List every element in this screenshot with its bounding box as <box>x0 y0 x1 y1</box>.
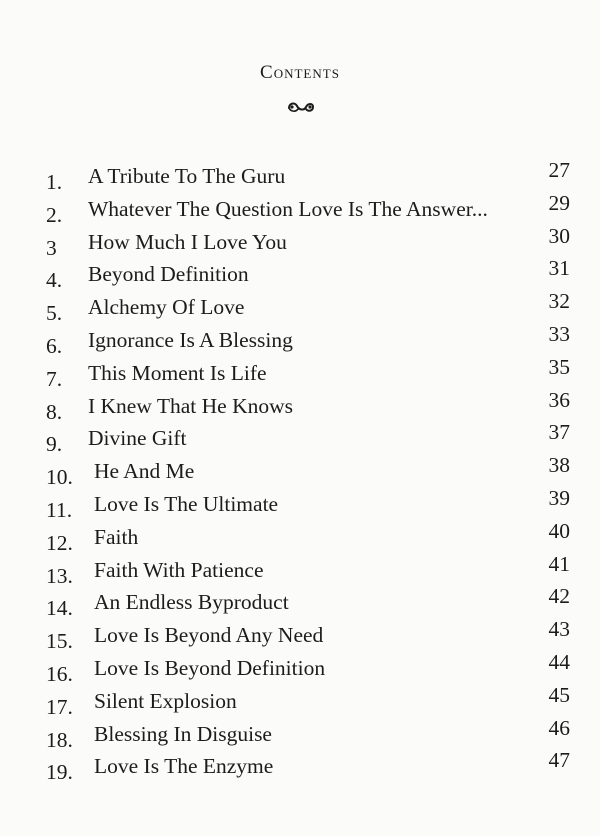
toc-entry[interactable] <box>0 258 600 291</box>
entry-title: Alchemy Of Love <box>88 295 245 320</box>
toc-entry[interactable] <box>0 750 600 783</box>
entry-number: 16. <box>46 661 73 686</box>
entry-title: Divine Gift <box>88 426 187 451</box>
toc-entry[interactable] <box>0 160 600 193</box>
entry-number: 13. <box>46 563 73 588</box>
entry-number: 17. <box>46 694 73 719</box>
entry-title: Blessing In Disguise <box>94 721 272 746</box>
entry-title: Love Is The Enzyme <box>94 754 274 779</box>
entry-title: Love Is Beyond Definition <box>94 655 326 680</box>
entry-page-number: 31 <box>548 256 570 281</box>
entry-page-number: 37 <box>548 420 570 445</box>
entry-page-number: 30 <box>548 223 570 248</box>
entry-title: How Much I Love You <box>88 229 287 254</box>
toc-entry[interactable] <box>0 291 600 324</box>
entry-title: A Tribute To The Guru <box>88 164 286 188</box>
entry-title: An Endless Byproduct <box>94 590 289 615</box>
entry-number: 8. <box>46 399 63 424</box>
entry-page-number: 32 <box>548 289 570 314</box>
table-of-contents <box>0 160 600 783</box>
entry-title: I Knew That He Knows <box>88 393 294 418</box>
entry-page-number: 35 <box>548 354 570 379</box>
entry-title: Ignorance Is A Blessing <box>88 327 293 352</box>
toc-entry[interactable] <box>0 715 600 752</box>
entry-number: 5. <box>46 301 63 326</box>
entry-page-number: 33 <box>548 321 570 346</box>
entry-page-number: 36 <box>548 387 570 412</box>
entry-title: Love Is Beyond Any Need <box>94 623 324 648</box>
toc-entry[interactable] <box>0 190 600 227</box>
entry-page-number: 42 <box>548 584 570 609</box>
entry-page-number: 39 <box>548 485 570 510</box>
page-title: Contents <box>260 62 340 83</box>
entry-title: Whatever The Question Love Is The Answer... <box>88 196 488 221</box>
toc-entry[interactable] <box>0 485 600 522</box>
toc-entry[interactable] <box>0 682 600 719</box>
entry-number: 4. <box>46 268 63 293</box>
entry-page-number: 40 <box>548 518 570 543</box>
entry-number: 6. <box>46 333 63 358</box>
entry-number: 3 <box>46 235 57 260</box>
toc-entry[interactable] <box>0 551 600 588</box>
entry-page-number: 41 <box>548 551 570 576</box>
entry-page-number: 45 <box>548 682 570 707</box>
entry-number: 10. <box>46 465 73 490</box>
toc-entry[interactable] <box>0 321 600 358</box>
toc-entry[interactable] <box>0 455 600 488</box>
entry-title: This Moment Is Life <box>88 360 267 385</box>
entry-page-number: 43 <box>548 617 570 642</box>
toc-entry[interactable] <box>0 387 600 424</box>
entry-title: Love Is The Ultimate <box>94 491 279 516</box>
entry-page-number: 46 <box>548 715 570 740</box>
entry-number: 2. <box>46 202 63 227</box>
fleuron-icon <box>286 99 316 115</box>
entry-number: 15. <box>46 629 73 654</box>
toc-entry[interactable] <box>0 649 600 686</box>
entry-number: 19. <box>46 760 73 785</box>
entry-number: 18. <box>46 727 73 752</box>
toc-entry[interactable] <box>0 223 600 260</box>
entry-number: 12. <box>46 530 73 555</box>
toc-entry[interactable] <box>0 619 600 652</box>
toc-entry[interactable] <box>0 586 600 619</box>
toc-entry[interactable] <box>0 518 600 555</box>
entry-number: 9. <box>46 432 63 457</box>
entry-number: 11. <box>46 497 73 522</box>
entry-title: He And Me <box>94 459 195 484</box>
entry-title: Beyond Definition <box>88 262 249 287</box>
entry-page-number: 44 <box>548 649 570 674</box>
entry-page-number: 38 <box>548 453 570 478</box>
toc-entry[interactable] <box>0 354 600 391</box>
entry-title: Faith <box>94 524 139 549</box>
entry-page-number: 47 <box>548 748 570 773</box>
entry-number: 1. <box>46 170 63 194</box>
entry-number: 7. <box>46 366 63 391</box>
entry-title: Faith With Patience <box>94 557 264 582</box>
entry-page-number: 27 <box>548 158 570 182</box>
entry-number: 14. <box>46 596 73 621</box>
toc-entry[interactable] <box>0 422 600 455</box>
entry-page-number: 29 <box>548 190 570 215</box>
entry-title: Silent Explosion <box>94 688 237 713</box>
